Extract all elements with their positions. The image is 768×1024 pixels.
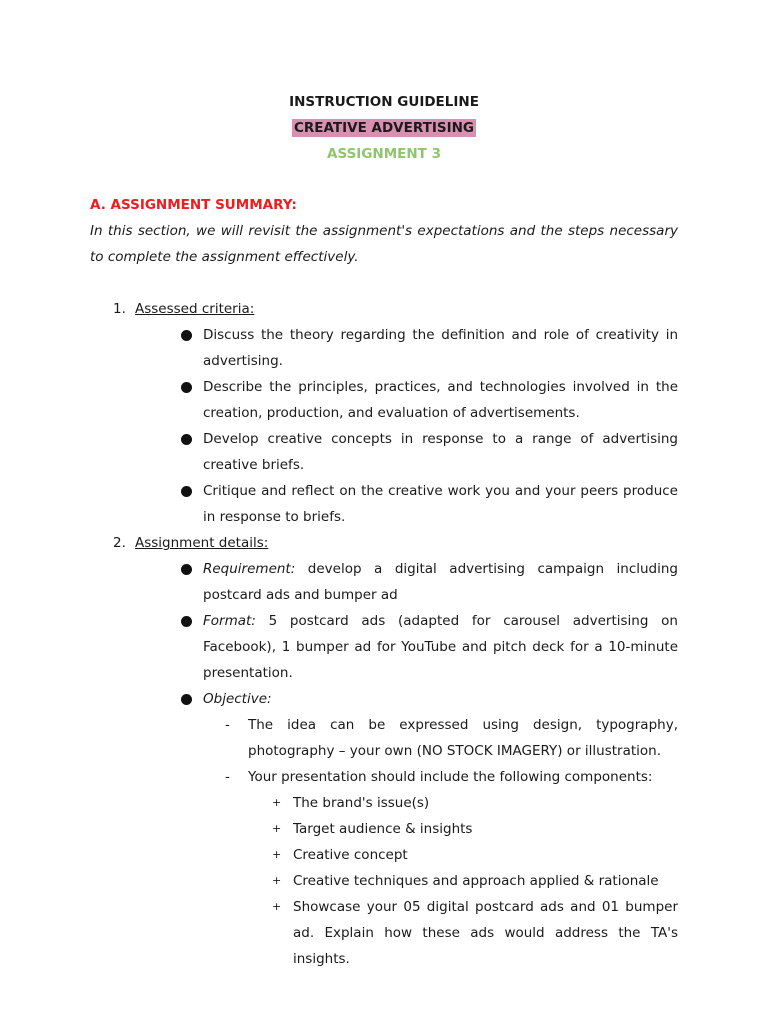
bullet-dot-icon bbox=[181, 434, 192, 445]
bullet-dot-icon bbox=[181, 330, 192, 341]
format-label: Format: bbox=[203, 613, 256, 629]
document-title: INSTRUCTION GUIDELINE bbox=[289, 94, 479, 110]
bullet-item bbox=[180, 374, 678, 426]
objective-label: Objective: bbox=[203, 691, 272, 707]
bullet-dot-icon bbox=[181, 616, 192, 627]
course-subtitle-line bbox=[0, 115, 768, 141]
dash-item bbox=[225, 764, 678, 972]
dash-item bbox=[225, 712, 678, 764]
dash-text: Your presentation should include the following components: bbox=[248, 769, 653, 785]
format-item bbox=[180, 608, 678, 686]
component-text: Creative concept bbox=[293, 847, 408, 863]
bullet-dot-icon bbox=[181, 694, 192, 705]
bullet-dot-icon bbox=[181, 382, 192, 393]
dash-text: The idea can be expressed using design, typography, photography – your own (NO STOCK IMAGERY) or illustration. bbox=[248, 717, 678, 759]
criteria-bullet-list bbox=[135, 322, 678, 530]
objective-dash-list bbox=[203, 712, 678, 972]
requirement-item bbox=[180, 556, 678, 608]
components-list bbox=[248, 790, 678, 972]
bullet-dot-icon bbox=[181, 486, 192, 497]
component-text: The brand's issue(s) bbox=[293, 795, 430, 811]
component-text: Showcase your 05 digital postcard ads and 01 bumper ad. Explain how these ads would address the TA's insights. bbox=[293, 899, 678, 967]
component-text: Target audience & insights bbox=[293, 821, 473, 837]
numbered-item-assignment-details bbox=[113, 530, 678, 972]
plus-marker: + bbox=[272, 874, 282, 887]
component-item bbox=[270, 790, 678, 816]
objective-item bbox=[180, 686, 678, 972]
numbered-item-marker: 1. bbox=[113, 301, 126, 317]
document-header bbox=[0, 89, 768, 167]
section-a-intro: In this section, we will revisit the assignment's expectations and the steps necessary to complete the assignment effectively. bbox=[90, 223, 678, 265]
assignment-label: ASSIGNMENT 3 bbox=[327, 146, 441, 162]
numbered-item-assessed-criteria bbox=[113, 296, 678, 530]
requirement-text: develop a digital advertising campaign including postcard ads and bumper ad bbox=[203, 561, 678, 603]
numbered-item-title: Assessed criteria: bbox=[135, 301, 255, 317]
requirement-label: Requirement: bbox=[203, 561, 296, 577]
plus-marker: + bbox=[272, 796, 282, 809]
format-text: 5 postcard ads (adapted for carousel advertising on Facebook), 1 bumper ad for YouTube and pitch deck for a 10-minute presentation. bbox=[203, 613, 678, 681]
bullet-item bbox=[180, 426, 678, 478]
bullet-text: Critique and reflect on the creative work you and your peers produce in response to briefs. bbox=[203, 483, 678, 525]
component-item bbox=[270, 816, 678, 842]
dash-marker: - bbox=[225, 769, 230, 785]
component-item bbox=[270, 894, 678, 972]
bullet-text: Discuss the theory regarding the definition and role of creativity in advertising. bbox=[203, 327, 678, 369]
plus-marker: + bbox=[272, 900, 282, 913]
bullet-item bbox=[180, 322, 678, 374]
details-bullet-list bbox=[135, 556, 678, 972]
bullet-dot-icon bbox=[181, 564, 192, 575]
component-item bbox=[270, 868, 678, 894]
bullet-text: Describe the principles, practices, and technologies involved in the creation, production, and evaluation of advertisements. bbox=[203, 379, 678, 421]
component-text: Creative techniques and approach applied & rationale bbox=[293, 873, 659, 889]
section-a-heading: A. ASSIGNMENT SUMMARY: bbox=[90, 197, 297, 213]
plus-marker: + bbox=[272, 848, 282, 861]
course-subtitle: CREATIVE ADVERTISING bbox=[294, 120, 474, 136]
numbered-list bbox=[113, 296, 678, 972]
plus-marker: + bbox=[272, 822, 282, 835]
numbered-item-marker: 2. bbox=[113, 535, 126, 551]
bullet-text: Develop creative concepts in response to a range of advertising creative briefs. bbox=[203, 431, 678, 473]
dash-marker: - bbox=[225, 717, 230, 733]
component-item bbox=[270, 842, 678, 868]
numbered-item-title: Assignment details: bbox=[135, 535, 269, 551]
bullet-item bbox=[180, 478, 678, 530]
